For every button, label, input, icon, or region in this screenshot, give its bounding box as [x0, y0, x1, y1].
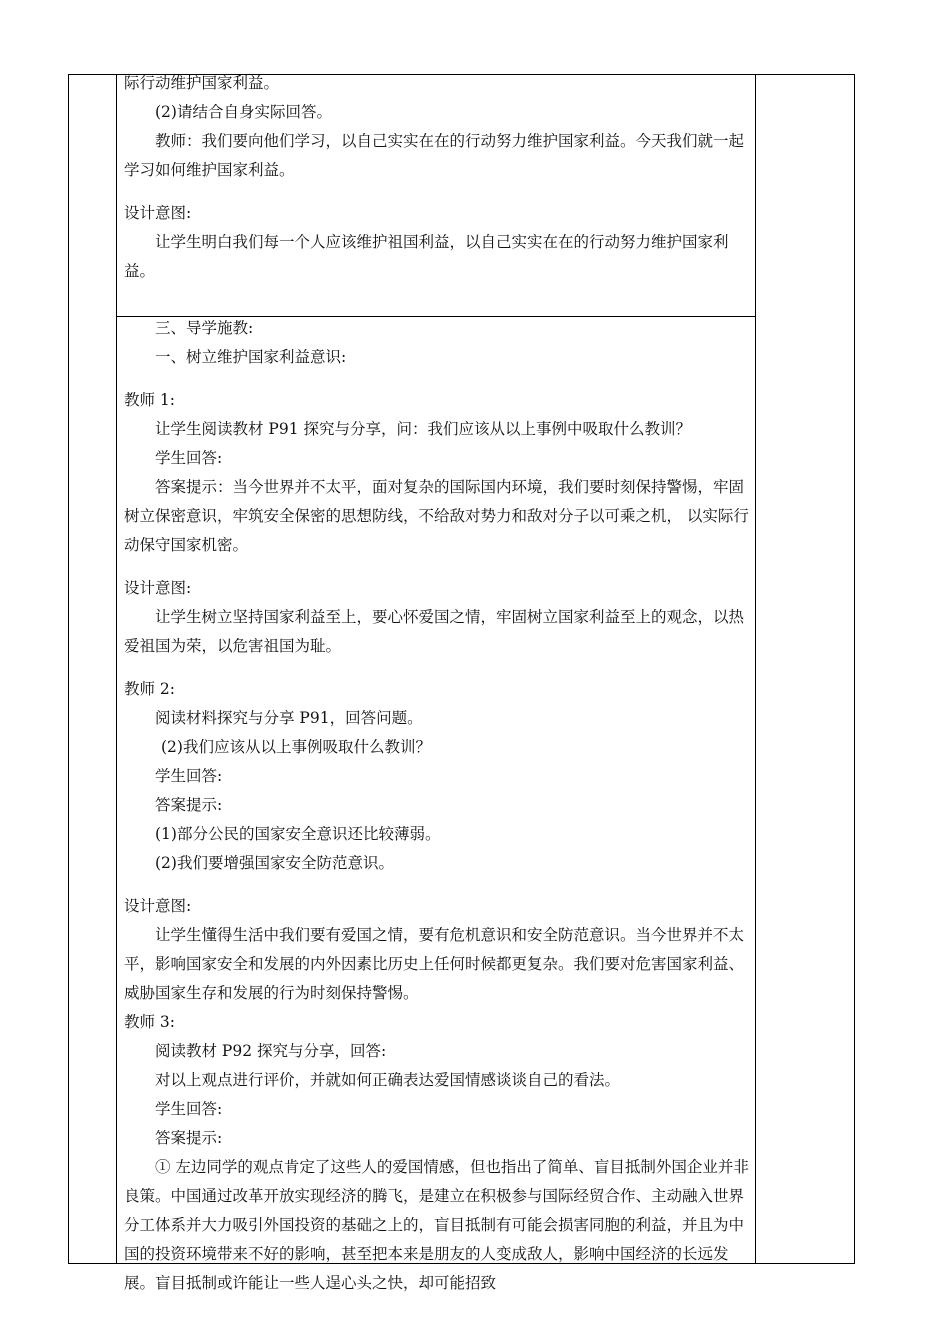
- paragraph: 对以上观点进行评价，并就如何正确表达爱国情感谈谈自己的看法。: [155, 1071, 621, 1089]
- cell-top-section: [124, 69, 750, 286]
- paragraph: 教师：我们要向他们学习，以自己实实在在的行动努力维护国家利益。今天我们就一起学习如何维护国家利益。: [124, 132, 745, 179]
- paragraph: 教师 2:: [124, 680, 176, 698]
- table-right-border: [854, 74, 855, 1264]
- paragraph: 让学生明白我们每一个人应该维护祖国利益，以自己实实在在的行动努力维护国家利益。: [124, 233, 729, 280]
- paragraph: 让学生阅读教材 P91 探究与分享，问：我们应该从以上事例中吸取什么教训？: [155, 420, 692, 438]
- paragraph: 答案提示:: [155, 796, 223, 814]
- lesson-plan-table: [68, 74, 855, 1292]
- paragraph: 三、导学施教:: [155, 319, 254, 337]
- table-left-border: [68, 74, 69, 1264]
- paragraph: 设计意图:: [124, 579, 192, 597]
- paragraph: ① 左边同学的观点肯定了这些人的爱国情感，但也指出了简单、盲目抵制外国企业并非良策。中国通过改革开放实现经济的腾飞，是建立在积极参与国际经贸合作、主动融入世界分工体系并大力吸引外国投资的基础之上的，盲目抵制有可能会损害同胞的利益，并且为中国的投资环境带来不好的影响，甚至把本来是朋友的人变成敌人，影响中国经济的长远发展。盲目抵制或许能让一些人逞心头之快，却可能招致: [124, 1158, 749, 1292]
- paragraph: 学生回答:: [155, 767, 223, 785]
- paragraph: 际行动维护国家利益。: [124, 74, 280, 92]
- paragraph-gap: [124, 372, 750, 386]
- column-divider-right: [755, 74, 756, 1264]
- paragraph: 教师 3:: [124, 1013, 176, 1031]
- paragraph: 阅读材料探究与分享 P91，回答问题。: [155, 709, 423, 727]
- paragraph: 学生回答:: [155, 1100, 223, 1118]
- paragraph: 一、树立维护国家利益意识:: [155, 348, 347, 366]
- paragraph: (1)部分公民的国家安全意识还比较薄弱。: [155, 825, 441, 843]
- paragraph: 让学生树立坚持国家利益至上，要心怀爱国之情，牢固树立国家利益至上的观念，以热爱祖国为荣，以危害祖国为耻。: [124, 608, 745, 655]
- paragraph: 阅读教材 P92 探究与分享，回答:: [155, 1042, 387, 1060]
- paragraph: 学生回答:: [155, 449, 223, 467]
- paragraph: 设计意图:: [124, 204, 192, 222]
- paragraph-gap: [124, 878, 750, 892]
- paragraph: 答案提示：当今世界并不太平，面对复杂的国际国内环境，我们要时刻保持警惕，牢固树立保密意识，牢筑安全保密的思想防线，不给敌对势力和敌对分子以可乘之机， 以实际行动保守国家机密。: [124, 478, 749, 554]
- paragraph: (2)我们要增强国家安全防范意识。: [155, 854, 394, 872]
- paragraph: 设计意图:: [124, 897, 192, 915]
- cell-main-section: [124, 314, 750, 1298]
- paragraph: 教师 1:: [124, 391, 176, 409]
- paragraph-gap: [124, 560, 750, 574]
- paragraph-gap: [124, 661, 750, 675]
- column-divider-left: [116, 74, 117, 1264]
- paragraph: 让学生懂得生活中我们要有爱国之情，要有危机意识和安全防范意识。当今世界并不太平，影响国家安全和发展的内外因素比历史上任何时候都更复杂。我们要对危害国家利益、威胁国家生存和发展的行为时刻保持警惕。: [124, 926, 745, 1002]
- paragraph-gap: [124, 185, 750, 199]
- paragraph: (2)请结合自身实际回答。: [155, 103, 332, 121]
- paragraph: 答案提示:: [155, 1129, 223, 1147]
- paragraph: (2)我们应该从以上事例吸取什么教训？: [161, 738, 431, 756]
